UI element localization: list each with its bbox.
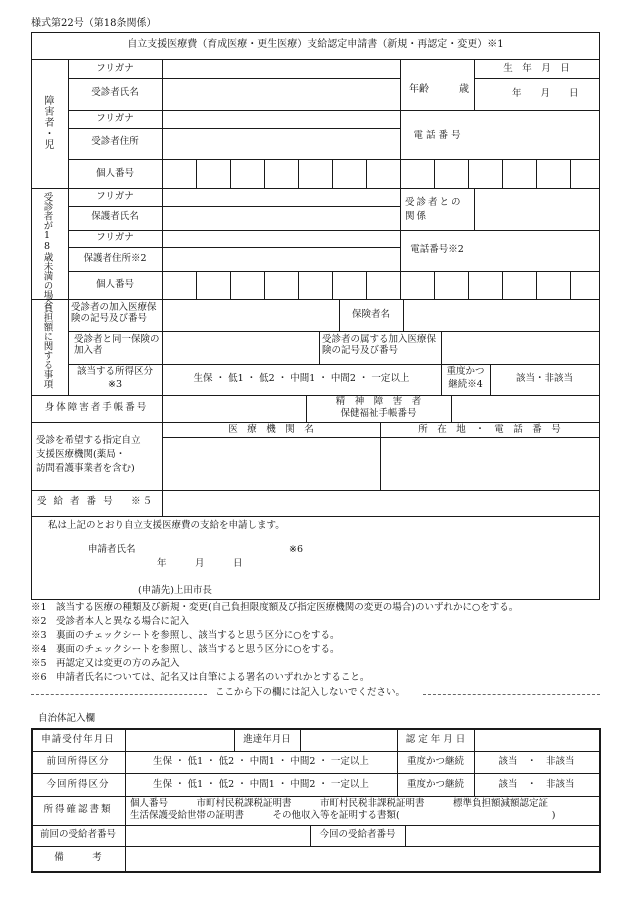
prev-recipient-label: 前回の受給者番号 [39,829,116,840]
severe-continuous-label-2: 継続※4 [448,379,483,390]
guardian-address-label: 保護者住所※2 [83,253,147,264]
curr-severe-label: 重度かつ継続 [406,779,464,790]
cert-date-label: 認 定 年 月 日 [405,734,466,745]
same-insurance-label: 受診者と同一保険の加入者 [74,334,160,356]
recipient-number-label: 受 給 者 番 号 ※５ [37,496,155,507]
guardian-id-label: 個人番号 [95,279,134,290]
age-unit: 歳 [459,84,469,95]
patient-address-label: 受診者住所 [91,136,139,147]
institution-label-3: 訪問看護事業者を含む) [36,463,135,474]
patient-id-label: 個人番号 [95,168,134,179]
guardian-name-label: 保護者氏名 [91,211,139,222]
income-docs-line-1: 個人番号 市町村民税課税証明書 市町村民税非課税証明書 標準負担額減額認定証 [130,798,549,809]
institution-address-header: 所 在 地 ・ 電 話 番 号 [418,424,561,435]
footnote-3: ※3 裏面のチェックシートを参照し、該当すると思う区分に○をする。 [31,630,340,641]
institution-label-1: 受診を希望する指定自立 [36,435,141,446]
curr-severe-options[interactable]: 該当 ・ 非該当 [498,779,575,790]
transfer-date-label: 進達年月日 [243,734,291,745]
divider-text: ここから下の欄には記入しないでください。 [215,687,406,698]
divider-line-right [423,694,600,695]
prev-severe-label: 重度かつ継続 [406,756,464,767]
footnote-4: ※4 裏面のチェックシートを参照し、該当すると思う区分に○をする。 [31,644,340,655]
curr-recipient-label: 今回の受給者番号 [319,829,396,840]
institution-name-header: 医 療 機 関 名 [228,424,314,435]
guardian-phone-label: 電話番号※2 [410,244,464,255]
prev-income-options[interactable]: 生保 ・ 低1 ・ 低2 ・ 中間1 ・ 中間2 ・ 一定以上 [153,756,369,767]
income-category-label: 該当する所得区分 [76,366,153,377]
patient-section-label: 障害者・児 [42,95,53,150]
guardian-address-furigana-label: フリガナ [96,232,134,243]
insurance-symbol-label: 受診者の加入医療保険の記号及び番号 [71,302,157,324]
footnote-1: ※1 該当する医療の種類及び新規・変更(自己負担限度額及び指定医療機関の変更の場合)のいずれかに○をする。 [31,602,519,613]
addressee: (申請先)上田市長 [138,585,212,596]
footnote-5: ※5 再認定又は変更の方のみ記入 [31,658,180,669]
mental-handbook-label-2: 保健福祉手帳番号 [340,408,417,419]
footnote-2: ※2 受診者本人と異なる場合に記入 [31,616,190,627]
age-label: 年齢 [409,84,429,95]
burden-section-label: 負担額に関する事項 [41,303,53,389]
remarks-label: 備 考 [54,852,102,863]
birth-date-header: 生 年 月 日 [503,63,570,74]
declaration-statement: 私は上記のとおり自立支援医療費の支給を申請します。 [48,520,285,531]
curr-income-label: 今回所得区分 [46,779,110,790]
footnote-6: ※6 申請者氏名については、記名又は自筆による署名のいずれかとすること。 [31,672,370,683]
birth-date-value: 年 月 日 [512,88,579,99]
applicant-name-label: 申請者氏名 [88,544,136,555]
patient-address-furigana-label: フリガナ [96,113,134,124]
applicant-note: ※6 [289,544,304,555]
mental-handbook-label: 精 神 障 害 者 [335,396,422,407]
curr-income-options[interactable]: 生保 ・ 低1 ・ 低2 ・ 中間1 ・ 中間2 ・ 一定以上 [153,779,369,790]
receipt-date-label: 申請受付年月日 [41,734,115,745]
income-docs-label: 所得確認書類 [43,804,113,815]
guardian-section-label: 受診者が18歳未満の場合 [41,192,53,309]
severe-continuous-label: 重度かつ [446,366,485,377]
divider-line-left [31,694,207,695]
prev-income-label: 前回所得区分 [46,756,110,767]
household-insurance-label: 受診者の属する加入医療保険の記号及び番号 [322,334,437,356]
income-category-note: ※3 [107,379,122,390]
prev-severe-options[interactable]: 該当 ・ 非該当 [498,756,575,767]
declaration-date: 年 月 日 [157,558,243,569]
severe-continuous-options[interactable]: 該当・非該当 [515,373,573,384]
form-number: 様式第22号（第18条関係） [31,18,157,29]
patient-furigana-label: フリガナ [96,63,134,74]
form-title: 自立支援医療費（育成医療・更生医療）支給認定申請書（新規・再認定・変更）※1 [127,39,504,50]
income-category-options[interactable]: 生保 ・ 低1 ・ 低2 ・ 中間1 ・ 中間2 ・ 一定以上 [193,373,410,384]
income-docs-line-2: 生活保護受給世帯の証明書 その他収入等を証明する書類( ) [130,810,556,821]
guardian-furigana-label: フリガナ [96,191,134,202]
patient-phone-label: 電 話 番 号 [413,130,461,141]
institution-label-2: 支援医療機関(薬局・ [36,449,126,460]
municipal-heading: 自治体記入欄 [38,713,96,724]
relation-label: 受診者との関係 [405,197,463,223]
patient-name-label: 受診者氏名 [91,87,139,98]
insurer-label: 保険者名 [351,309,390,320]
physical-handbook-label: 身体障害者手帳番号 [44,402,149,413]
